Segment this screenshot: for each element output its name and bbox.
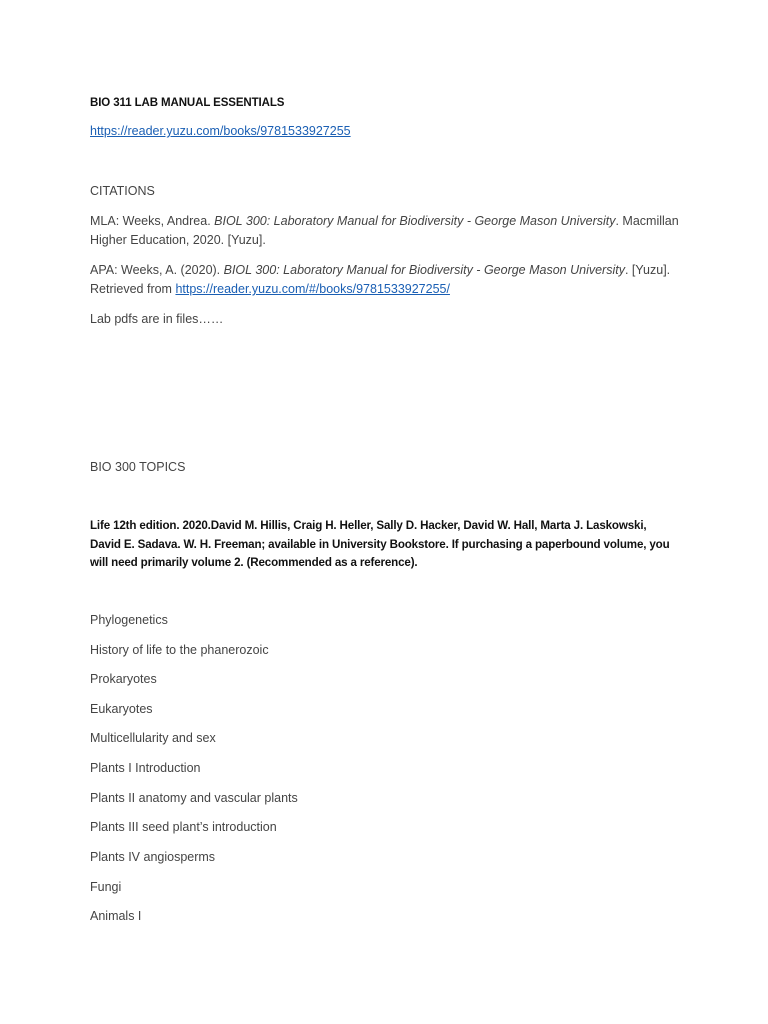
list-item: Plants I Introduction	[90, 761, 201, 775]
textbook-reference: Life 12th edition. 2020.David M. Hillis, Craig H. Heller, Sally D. Hacker, David W. Hall, Marta J. Laskowski, David E. Sadava. W. H. Freeman; available in University Bookstore. If purchasing a paperbound volume, you will need primarily volume 2. (Recommended as a reference).	[90, 519, 670, 569]
apa-citation	[90, 261, 680, 299]
mla-book-title: BIOL 300: Laboratory Manual for Biodiversity - George Mason University	[214, 214, 616, 228]
manual-link-line	[90, 122, 680, 141]
mla-prefix: MLA: Weeks, Andrea.	[90, 214, 215, 228]
mla-citation	[90, 212, 680, 250]
list-item: Plants IV angiosperms	[90, 850, 216, 864]
mla-suffix: . Macmillan Higher Education, 2020. [Yuzu].	[90, 214, 679, 247]
list-item: Animals I	[90, 909, 142, 923]
list-item: Multicellularity and sex	[90, 731, 216, 745]
lab-pdfs-note: Lab pdfs are in files……	[90, 312, 224, 326]
apa-url-link[interactable]: https://reader.yuzu.com/#/books/9781533927255/	[175, 282, 450, 296]
apa-prefix: APA: Weeks, A. (2020).	[90, 263, 224, 277]
citations-heading: CITATIONS	[90, 184, 155, 198]
list-item: History of life to the phanerozoic	[90, 643, 269, 657]
apa-mid: . [Yuzu]. Retrieved from	[90, 263, 671, 296]
apa-book-title: BIOL 300: Laboratory Manual for Biodiversity - George Mason University	[223, 263, 625, 277]
topics-heading: BIO 300 TOPICS	[90, 460, 186, 474]
list-item: Eukaryotes	[90, 702, 153, 716]
list-item: Plants II anatomy and vascular plants	[90, 791, 298, 805]
document-title: BIO 311 LAB MANUAL ESSENTIALS	[90, 97, 285, 109]
list-item: Prokaryotes	[90, 672, 157, 686]
manual-url-link[interactable]: https://reader.yuzu.com/books/9781533927255	[90, 124, 351, 138]
list-item: Fungi	[90, 880, 122, 894]
list-item: Phylogenetics	[90, 613, 168, 627]
list-item: Plants III seed plant’s introduction	[90, 820, 277, 834]
